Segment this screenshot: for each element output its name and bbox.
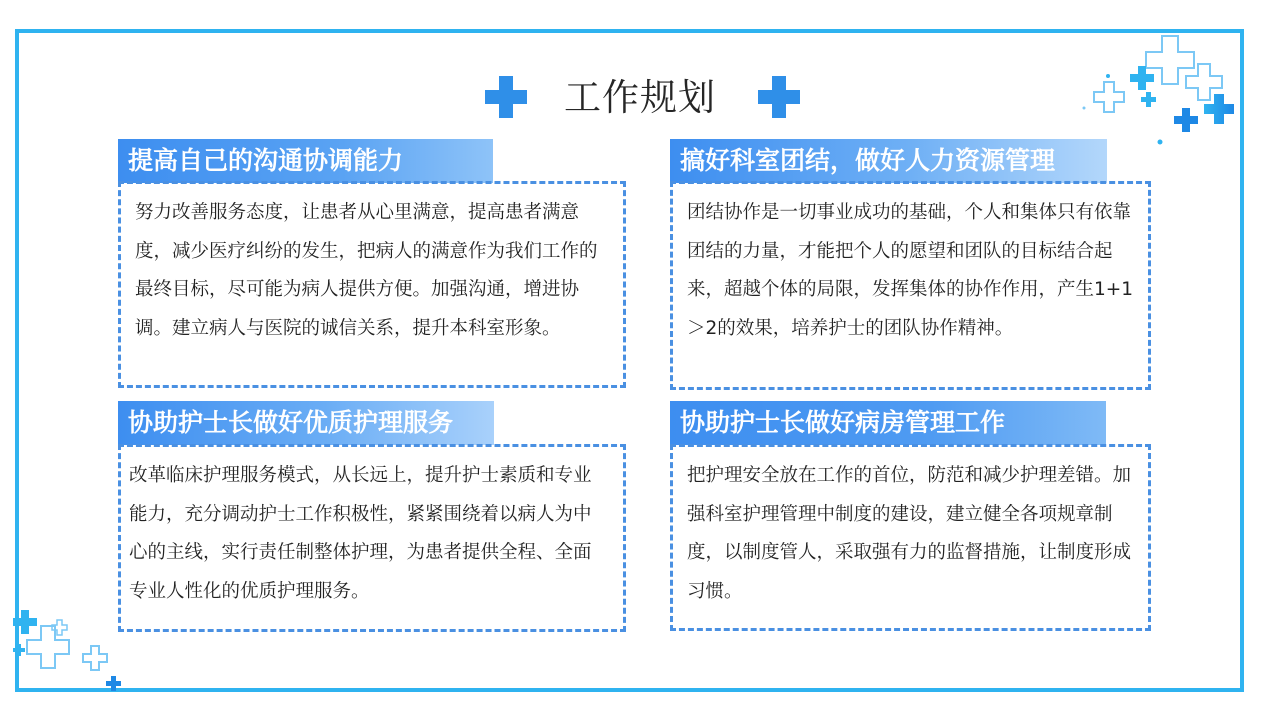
card-body-teamwork: 团结协作是一切事业成功的基础，个人和集体只有依靠团结的力量，才能把个人的愿望和团队的目标结合起来，超越个体的局限，发挥集体的协作作用，产生1+1＞2的效果，培养护士的团队协作精神。 [670,181,1151,390]
title-row [0,70,1280,126]
decor-crosses-bottom-left-icon [15,600,125,695]
medical-cross-icon [758,76,800,118]
card-body-ward-management: 把护理安全放在工作的首位，防范和减少护理差错。加强科室护理管理中制度的建设，建立健全各项规章制度，以制度管人，采取强有力的监督措施，让制度形成习惯。 [670,444,1151,631]
card-heading-communication: 提高自己的沟通协调能力 [118,139,493,183]
medical-cross-icon [485,76,527,118]
card-heading-quality-care: 协助护士长做好优质护理服务 [118,401,494,445]
card-body-communication: 努力改善服务态度，让患者从心里满意，提高患者满意度，减少医疗纠纷的发生，把病人的满意作为我们工作的最终目标，尽可能为病人提供方便。加强沟通，增进协调。建立病人与医院的诚信关系，提升本科室形象。 [118,181,626,388]
card-body-quality-care: 改革临床护理服务模式，从长远上，提升护士素质和专业能力，充分调动护士工作积极性，紧紧围绕着以病人为中心的主线，实行责任制整体护理，为患者提供全程、全面专业人性化的优质护理服务。 [118,444,626,632]
card-heading-teamwork: 搞好科室团结，做好人力资源管理 [670,139,1107,183]
card-heading-ward-management: 协助护士长做好病房管理工作 [670,401,1106,445]
page-title: 工作规划 [564,76,716,119]
